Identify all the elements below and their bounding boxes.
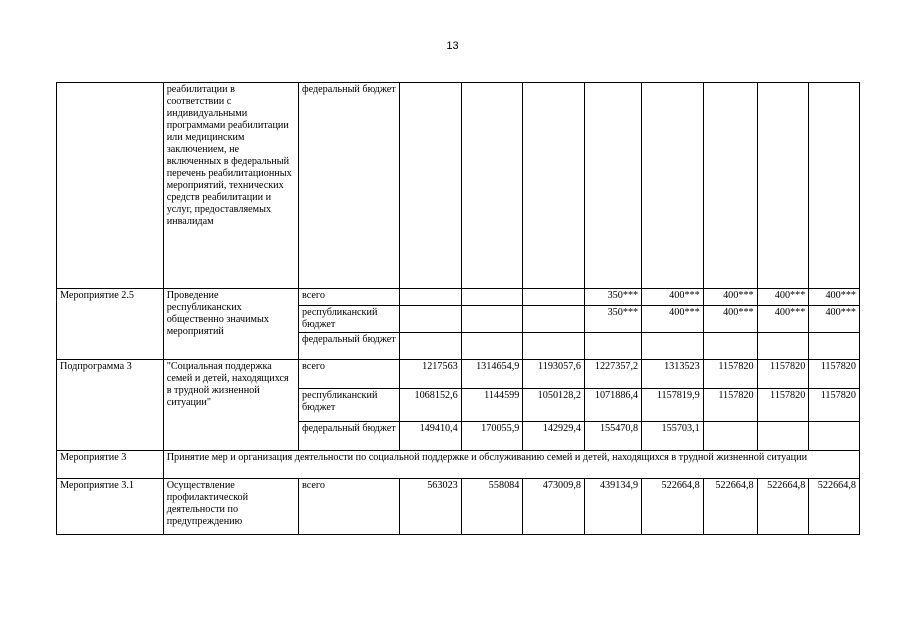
- value-cell: [757, 422, 809, 451]
- value-cell: 400***: [757, 306, 809, 333]
- value-cell: 1227357,2: [584, 360, 641, 389]
- row-label: Подпрограмма 3: [57, 360, 164, 451]
- page-number: 13: [446, 40, 459, 52]
- budget-table: [56, 82, 860, 535]
- value-cell: 1157820: [703, 360, 757, 389]
- value-cell: 1157820: [703, 389, 757, 422]
- value-cell: 1050128,2: [523, 389, 585, 422]
- value-cell: [461, 306, 523, 333]
- value-cell: 1068152,6: [400, 389, 462, 422]
- value-cell: 170055,9: [461, 422, 523, 451]
- value-cell: 350***: [584, 306, 641, 333]
- value-cell: [757, 333, 809, 360]
- value-cell: 1071886,4: [584, 389, 641, 422]
- value-cell: 522664,8: [757, 479, 809, 535]
- value-cell: 1217563: [400, 360, 462, 389]
- value-cell: [809, 422, 860, 451]
- table-row: [57, 289, 860, 306]
- row-label: [57, 83, 164, 289]
- value-cell: [523, 306, 585, 333]
- table-row: [57, 360, 860, 389]
- row-source: федеральный бюджет: [298, 333, 399, 360]
- value-cell: 149410,4: [400, 422, 462, 451]
- value-cell: 400***: [809, 306, 860, 333]
- value-cell: 1193057,6: [523, 360, 585, 389]
- table-cell: [642, 83, 704, 289]
- row-source: всего: [298, 289, 399, 306]
- value-cell: 142929,4: [523, 422, 585, 451]
- table-cell: [809, 83, 860, 289]
- value-cell: 1157820: [809, 389, 860, 422]
- value-cell: 1313523: [642, 360, 704, 389]
- value-cell: 400***: [703, 289, 757, 306]
- value-cell: 1157820: [757, 360, 809, 389]
- row-source: всего: [298, 479, 399, 535]
- value-cell: [400, 333, 462, 360]
- row-name: реабилитации в соответствии с индивидуальными программами реабилитации или медицинским заключением, не включенных в федеральный перечень реабилитационных мероприятий, технических средств реабилитации и услуг, предоставляемых инвалидам: [163, 83, 298, 289]
- value-cell: 1157820: [809, 360, 860, 389]
- table-cell: [523, 83, 585, 289]
- row-label: Мероприятие 2.5: [57, 289, 164, 360]
- row-source: всего: [298, 360, 399, 389]
- value-cell: 1144599: [461, 389, 523, 422]
- row-source: федеральный бюджет: [298, 422, 399, 451]
- value-cell: 563023: [400, 479, 462, 535]
- value-cell: 400***: [642, 306, 704, 333]
- row-description: Принятие мер и организация деятельности по социальной поддержке и обслуживанию семей и детей, находящихся в трудной жизненной ситуации: [163, 451, 859, 479]
- table-cell: [461, 83, 523, 289]
- row-label: Мероприятие 3: [57, 451, 164, 479]
- value-cell: [461, 289, 523, 306]
- value-cell: 1157819,9: [642, 389, 704, 422]
- value-cell: [584, 333, 641, 360]
- value-cell: 558084: [461, 479, 523, 535]
- value-cell: 400***: [703, 306, 757, 333]
- value-cell: 522664,8: [642, 479, 704, 535]
- value-cell: [400, 306, 462, 333]
- row-label: Мероприятие 3.1: [57, 479, 164, 535]
- row-name: Проведение республиканских общественно значимых мероприятий: [163, 289, 298, 360]
- value-cell: 400***: [642, 289, 704, 306]
- value-cell: [523, 333, 585, 360]
- value-cell: [523, 289, 585, 306]
- table-row: [57, 479, 860, 535]
- value-cell: 1157820: [757, 389, 809, 422]
- value-cell: [400, 289, 462, 306]
- value-cell: 400***: [809, 289, 860, 306]
- value-cell: [703, 422, 757, 451]
- row-source: республиканский бюджет: [298, 306, 399, 333]
- table-cell: [584, 83, 641, 289]
- table-row: [57, 83, 860, 289]
- value-cell: 400***: [757, 289, 809, 306]
- table-row: [57, 451, 860, 479]
- row-source: федеральный бюджет: [298, 83, 399, 289]
- row-source: республиканский бюджет: [298, 389, 399, 422]
- value-cell: 439134,9: [584, 479, 641, 535]
- value-cell: 155470,8: [584, 422, 641, 451]
- table-cell: [400, 83, 462, 289]
- row-name: "Социальная поддержка семей и детей, находящихся в трудной жизненной ситуации": [163, 360, 298, 451]
- value-cell: 522664,8: [703, 479, 757, 535]
- value-cell: [461, 333, 523, 360]
- row-name: Осуществление профилактической деятельности по предупреждению: [163, 479, 298, 535]
- value-cell: 350***: [584, 289, 641, 306]
- value-cell: 155703,1: [642, 422, 704, 451]
- value-cell: 522664,8: [809, 479, 860, 535]
- table-cell: [703, 83, 757, 289]
- value-cell: 1314654,9: [461, 360, 523, 389]
- value-cell: [809, 333, 860, 360]
- value-cell: [703, 333, 757, 360]
- value-cell: [642, 333, 704, 360]
- table-cell: [757, 83, 809, 289]
- value-cell: 473009,8: [523, 479, 585, 535]
